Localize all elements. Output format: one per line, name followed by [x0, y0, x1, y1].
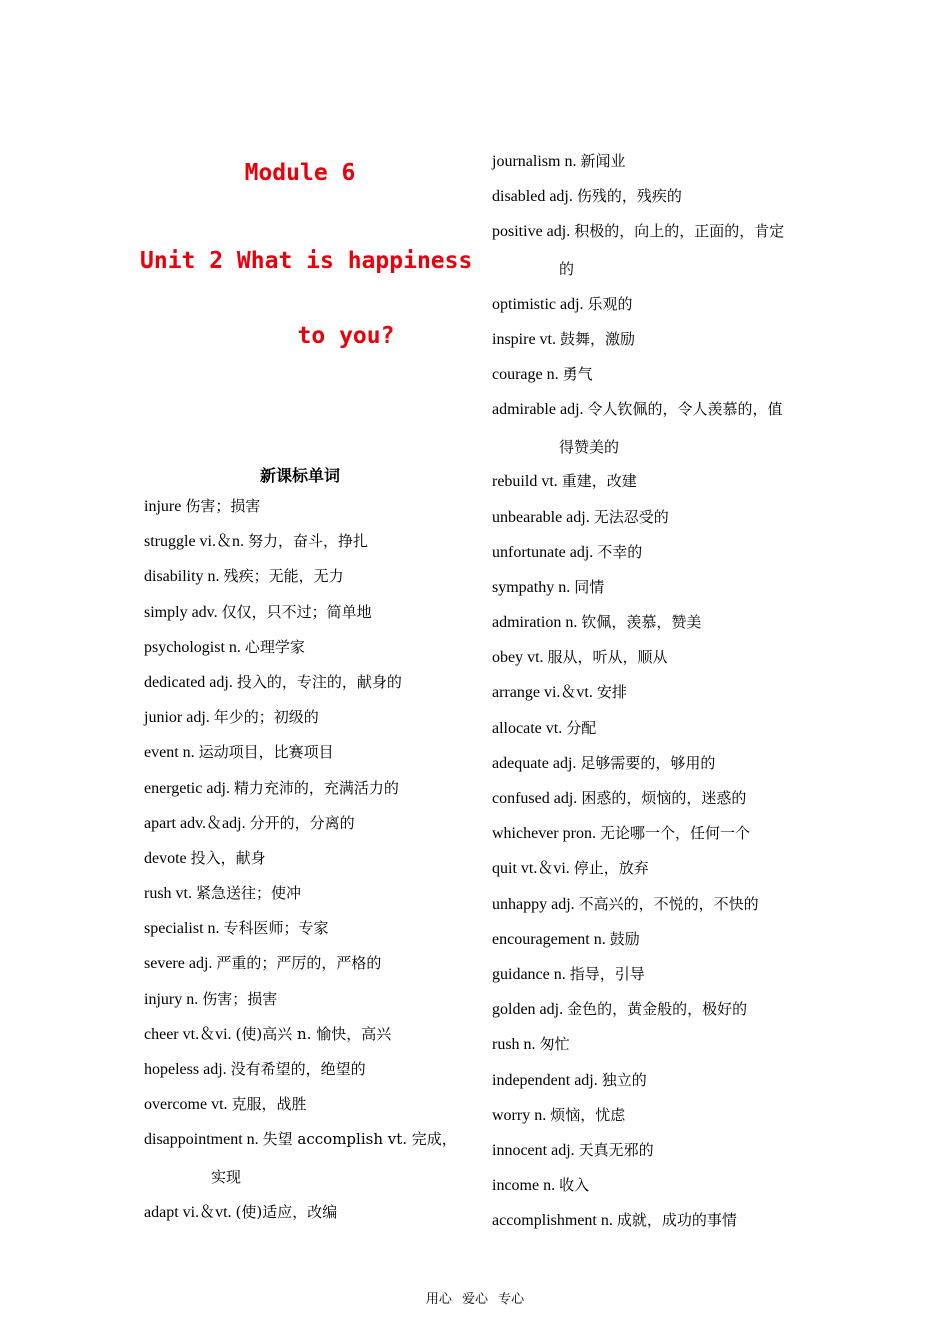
vocab-entry [492, 893, 812, 916]
vocab-word: encouragement n. [492, 930, 606, 948]
vocab-word: obey vt. [492, 649, 544, 667]
vocab-definition: 收入 [559, 1176, 590, 1195]
vocab-word: sympathy n. [492, 578, 571, 596]
vocab-entry [144, 1201, 464, 1224]
vocab-word: quit vt.＆vi. [492, 860, 570, 878]
vocab-definition: 运动项目，比赛项目 [198, 743, 334, 762]
vocab-word: positive adj. [492, 223, 571, 241]
vocab-entry [492, 1033, 812, 1056]
vocab-word: psychologist n. [144, 638, 241, 656]
vocab-entry [492, 220, 812, 280]
vocab-definition-continued: 得赞美的 [559, 438, 620, 457]
vocab-word: unfortunate adj. [492, 543, 594, 561]
vocab-definition: 令人钦佩的，令人羡慕的，值 [587, 400, 783, 419]
vocab-definition: 严重的；严厉的，严格的 [216, 954, 382, 973]
vocab-definition: 成就，成功的事情 [616, 1211, 737, 1230]
vocab-word: energetic adj. [144, 779, 230, 797]
vocab-word: cheer vt.＆vi. [144, 1025, 232, 1043]
vocab-definition: (使)高兴 n. 愉快，高兴 [235, 1024, 392, 1043]
vocab-word: injury n. [144, 990, 199, 1008]
vocab-definition: 金色的，黄金般的，极好的 [567, 1000, 748, 1019]
vocab-definition: 投入的，专注的，献身的 [236, 672, 402, 691]
vocab-definition: 乐观的 [587, 294, 633, 313]
vocab-word: allocate vt. [492, 719, 563, 737]
vocab-entry [492, 822, 812, 845]
vocab-entry [492, 928, 812, 951]
vocab-definition: 不高兴的，不悦的，不快的 [578, 894, 759, 913]
vocab-entry [492, 752, 812, 775]
vocab-word: rush n. [492, 1036, 536, 1054]
vocab-definition: 努力，奋斗，挣扎 [248, 532, 369, 551]
vocab-entry [492, 787, 812, 810]
vocab-entry [144, 777, 464, 800]
vocab-entry [492, 998, 812, 1021]
vocab-word: disability n. [144, 568, 220, 586]
vocab-entry [492, 293, 812, 316]
vocab-entry [492, 681, 812, 704]
vocab-entry [144, 636, 464, 659]
vocab-word: specialist n. [144, 920, 220, 938]
vocab-word: accomplishment n. [492, 1212, 613, 1230]
page-footer: 用心 爱心 专心 [425, 1292, 525, 1307]
vocab-definition: 投入，献身 [190, 848, 266, 867]
vocab-definition: 困惑的，烦恼的，迷惑的 [581, 789, 747, 807]
vocab-definition: 新闻业 [580, 152, 626, 170]
vocab-definition: (使)适应，改编 [235, 1202, 338, 1221]
vocab-definition: 无法忍受的 [593, 507, 669, 526]
vocab-entry [492, 1139, 812, 1162]
vocab-entry [492, 1174, 812, 1197]
vocab-word: hopeless adj. [144, 1061, 227, 1078]
vocab-entry [144, 601, 464, 624]
vocab-word: admirable adj. [492, 401, 584, 419]
vocab-definition: 钦佩，羡慕，赞美 [581, 613, 702, 632]
vocab-definition: 安排 [596, 683, 627, 702]
vocab-entry [144, 495, 464, 518]
vocab-definition: 仅仅，只不过；简单地 [221, 602, 372, 621]
vocab-definition: 分开的，分离的 [249, 813, 355, 832]
vocab-word: worry n. [492, 1106, 547, 1124]
vocab-definition: 停止，放弃 [573, 859, 649, 878]
vocab-definition: 鼓励 [609, 929, 640, 948]
vocab-definition: 没有希望的，绝望的 [230, 1060, 366, 1078]
vocab-entry [492, 576, 812, 599]
vocab-word: adapt vi.＆vt. [144, 1203, 232, 1221]
vocab-entry [144, 1023, 464, 1046]
vocab-word: struggle vi.＆n. [144, 533, 244, 551]
vocab-definition: 心理学家 [244, 637, 305, 656]
vocab-entry [144, 988, 464, 1011]
vocab-definition: 鼓舞，激励 [560, 329, 636, 348]
vocab-definition: 精力充沛的，充满活力的 [233, 778, 399, 797]
vocab-entry [492, 717, 812, 740]
vocab-definition: 无论哪一个，任何一个 [599, 824, 750, 843]
vocab-entry [492, 150, 812, 173]
vocab-definition: 积极的，向上的，正面的，肯定 [574, 222, 785, 241]
vocab-entry [144, 917, 464, 940]
vocab-definition: 年少的；初级的 [213, 708, 319, 727]
vocab-definition: 伤害；损害 [202, 989, 278, 1008]
vocab-entry [144, 530, 464, 553]
vocab-definition: 足够需要的，够用的 [580, 753, 716, 772]
vocab-entry [144, 882, 464, 905]
vocab-definition: 不幸的 [597, 542, 643, 561]
vocab-definition: 失望 accomplish vt. 完成， [262, 1130, 457, 1149]
vocab-entry [492, 1104, 812, 1127]
vocab-word: income n. [492, 1177, 556, 1195]
vocab-word: devote [144, 849, 187, 867]
vocab-entry [144, 741, 464, 764]
vocab-word: simply adv. [144, 603, 218, 621]
vocab-definition: 克服，战胜 [231, 1095, 307, 1114]
vocab-definition: 独立的 [601, 1070, 647, 1089]
vocab-entry [492, 328, 812, 351]
vocab-entry [492, 363, 812, 386]
unit-title-line2: to you? [297, 323, 395, 349]
vocab-definition: 紧急送往；使冲 [196, 884, 302, 903]
vocab-word: courage n. [492, 365, 559, 383]
vocab-definition: 伤残的，残疾的 [576, 187, 682, 206]
vocab-entry [144, 1093, 464, 1116]
vocab-definition: 勇气 [562, 364, 593, 383]
vocab-entry [144, 952, 464, 975]
vocab-entry [492, 611, 812, 634]
vocab-entry [492, 646, 812, 669]
vocab-word: adequate adj. [492, 754, 577, 772]
vocab-word: whichever pron. [492, 825, 596, 843]
vocab-definition: 伤害；损害 [185, 497, 261, 515]
vocab-word: golden adj. [492, 1001, 564, 1019]
vocab-entry [492, 470, 812, 493]
vocab-definition: 分配 [566, 718, 597, 737]
vocab-definition: 匆忙 [539, 1035, 570, 1054]
vocab-word: unbearable adj. [492, 508, 590, 526]
vocab-word: overcome vt. [144, 1096, 228, 1114]
vocab-definition: 服从，听从，顺从 [547, 648, 668, 667]
vocab-entry [492, 541, 812, 564]
vocab-word: injure [144, 498, 182, 515]
vocab-entry [492, 857, 812, 880]
section-heading: 新课标单词 [259, 466, 340, 485]
vocab-definition: 残疾；无能，无力 [223, 567, 344, 586]
vocab-entry [144, 671, 464, 694]
vocab-word: inspire vt. [492, 330, 556, 348]
vocab-list-left [144, 495, 464, 1236]
vocab-word: dedicated adj. [144, 673, 233, 691]
vocab-definition: 同情 [574, 577, 605, 596]
vocab-entry [144, 565, 464, 588]
vocab-word: apart adv.＆adj. [144, 814, 246, 832]
vocab-word: innocent adj. [492, 1141, 575, 1159]
vocab-word: unhappy adj. [492, 895, 575, 913]
vocab-word: severe adj. [144, 955, 213, 973]
vocab-entry [492, 963, 812, 986]
vocab-word: optimistic adj. [492, 295, 584, 313]
unit-title-line1: Unit 2 What is happiness [140, 248, 473, 274]
vocab-entry [492, 398, 812, 458]
vocab-word: event n. [144, 744, 195, 762]
vocab-entry [144, 812, 464, 835]
vocab-word: rebuild vt. [492, 473, 558, 491]
vocab-entry [492, 1069, 812, 1092]
vocab-entry [144, 1128, 464, 1188]
vocab-entry [492, 185, 812, 208]
vocab-word: independent adj. [492, 1071, 598, 1089]
vocab-definition: 烦恼，忧虑 [550, 1105, 626, 1124]
vocab-word: guidance n. [492, 965, 566, 983]
vocab-definition: 重建，改建 [561, 472, 637, 491]
vocab-word: disappointment n. [144, 1131, 259, 1149]
vocab-definition: 指导，引导 [569, 964, 645, 983]
vocab-definition: 天真无邪的 [578, 1140, 654, 1159]
vocab-entry [492, 506, 812, 529]
vocab-definition-continued: 的 [559, 260, 575, 279]
vocab-word: arrange vi.＆vt. [492, 684, 593, 702]
vocab-entry [144, 847, 464, 870]
vocab-word: junior adj. [144, 709, 210, 727]
vocab-list-right [492, 150, 812, 1244]
vocab-entry [144, 706, 464, 729]
vocab-definition-continued: 实现 [211, 1168, 242, 1187]
vocab-word: journalism n. [492, 153, 577, 170]
vocab-word: admiration n. [492, 614, 578, 632]
vocab-word: rush vt. [144, 885, 192, 903]
vocab-entry [144, 1058, 464, 1081]
vocab-word: disabled adj. [492, 188, 573, 206]
vocab-word: confused adj. [492, 790, 578, 807]
vocab-entry [492, 1209, 812, 1232]
module-title: Module 6 [244, 160, 356, 186]
vocab-definition: 专科医师；专家 [223, 919, 329, 938]
